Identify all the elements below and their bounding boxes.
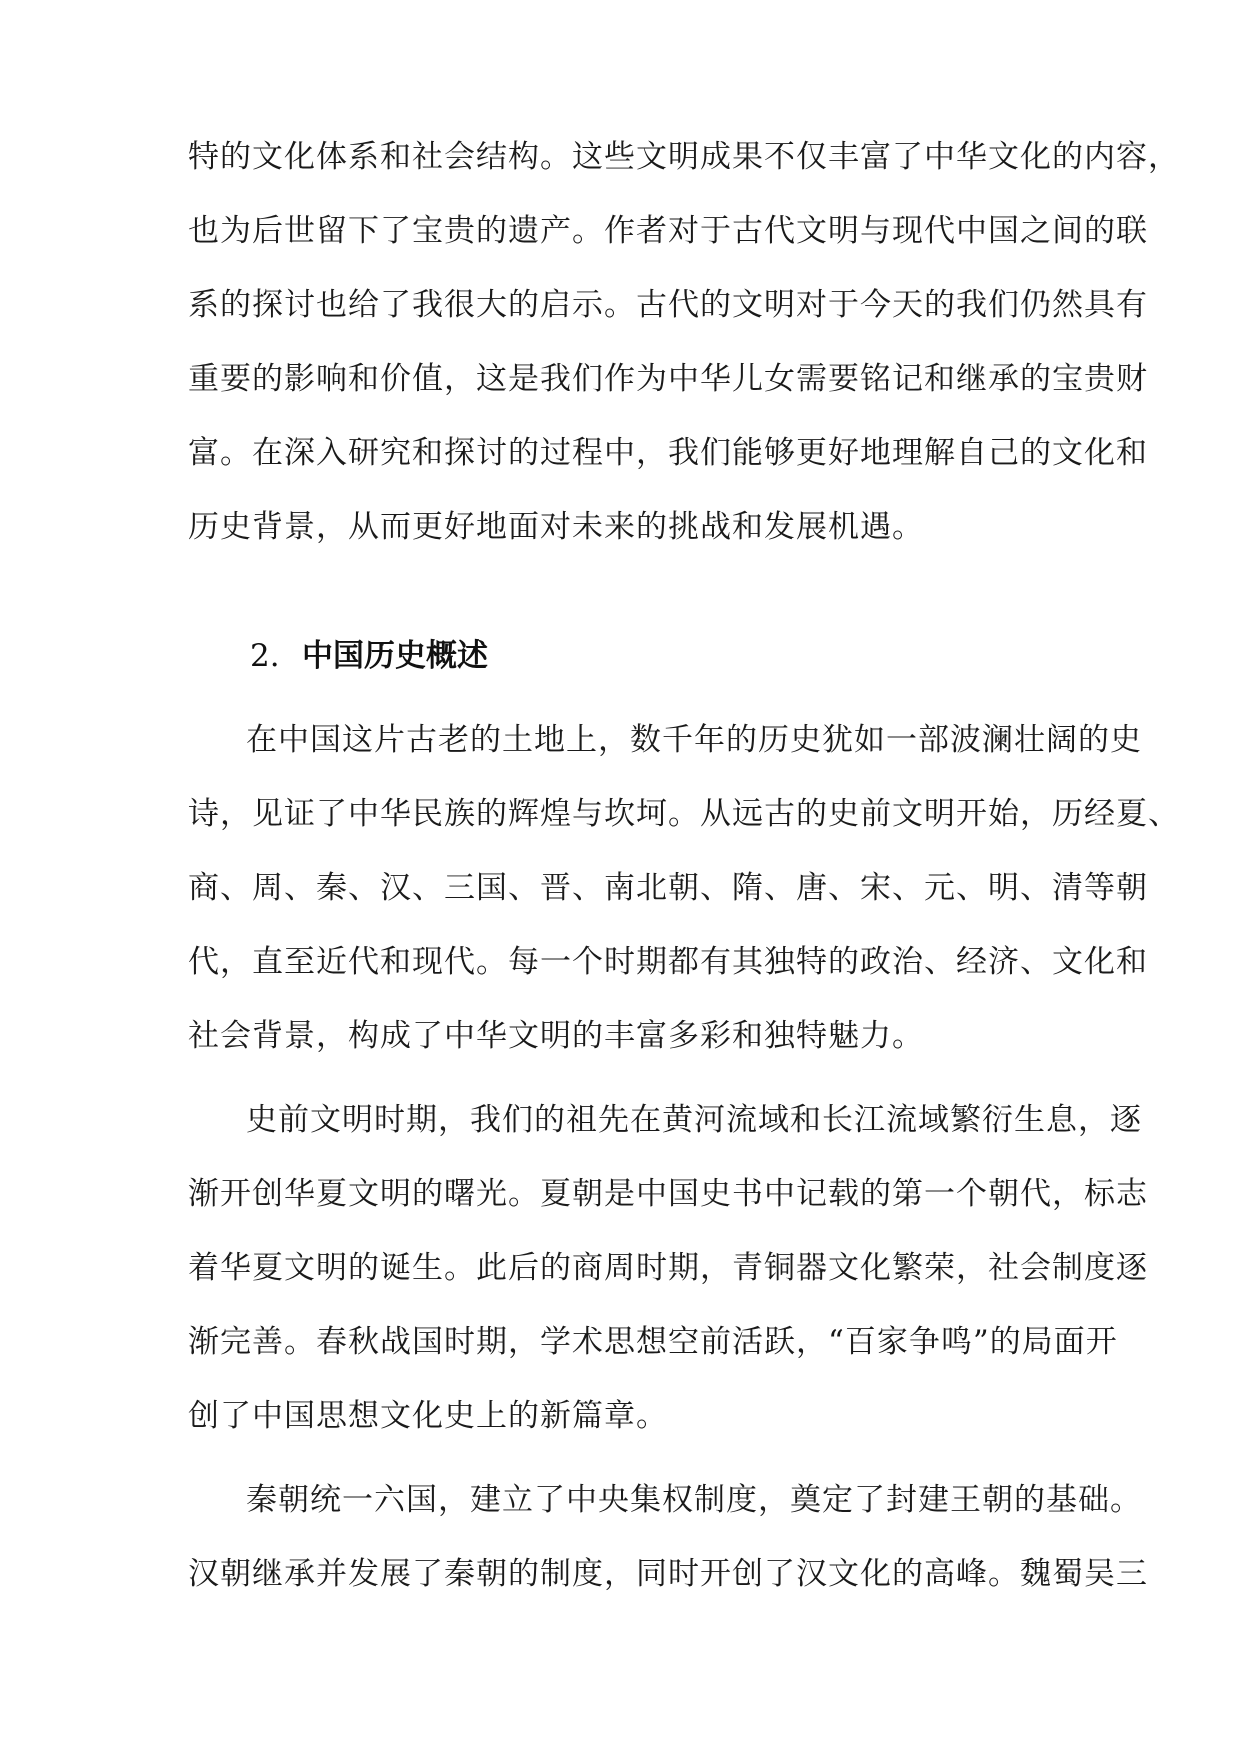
section-heading bbox=[250, 636, 488, 676]
text-line: 秦朝统一六国，建立了中央集权制度，奠定了封建王朝的基础。 bbox=[246, 1482, 1142, 1518]
text-line: 代，直至近代和现代。每一个时期都有其独特的政治、经济、文化和 bbox=[188, 944, 1148, 980]
text-line: 特的文化体系和社会结构。这些文明成果不仅丰富了中华文化的内容， bbox=[188, 139, 1180, 175]
text-line: 诗，见证了中华民族的辉煌与坎坷。从远古的史前文明开始，历经夏、 bbox=[188, 796, 1180, 832]
text-line: 富。在深入研究和探讨的过程中，我们能够更好地理解自己的文化和 bbox=[188, 435, 1148, 471]
text-line: 历史背景，从而更好地面对未来的挑战和发展机遇。 bbox=[188, 509, 924, 545]
text-line: 史前文明时期，我们的祖先在黄河流域和长江流域繁衍生息，逐 bbox=[246, 1102, 1142, 1138]
text-line: 渐开创华夏文明的曙光。夏朝是中国史书中记载的第一个朝代，标志 bbox=[188, 1176, 1148, 1212]
section-title: 中国历史概述 bbox=[302, 638, 488, 674]
text-line: 商、周、秦、汉、三国、晋、南北朝、隋、唐、宋、元、明、清等朝 bbox=[188, 870, 1148, 906]
text-line: 着华夏文明的诞生。此后的商周时期，青铜器文化繁荣，社会制度逐 bbox=[188, 1250, 1148, 1286]
text-line: 汉朝继承并发展了秦朝的制度，同时开创了汉文化的高峰。魏蜀吴三 bbox=[188, 1556, 1148, 1592]
text-line: 重要的影响和价值，这是我们作为中华儿女需要铭记和继承的宝贵财 bbox=[188, 361, 1148, 397]
text-line: 也为后世留下了宝贵的遗产。作者对于古代文明与现代中国之间的联 bbox=[188, 213, 1148, 249]
text-line: 在中国这片古老的土地上，数千年的历史犹如一部波澜壮阔的史 bbox=[246, 722, 1142, 758]
section-number: 2. bbox=[250, 638, 280, 674]
text-line: 系的探讨也给了我很大的启示。古代的文明对于今天的我们仍然具有 bbox=[188, 287, 1148, 323]
text-line: 社会背景，构成了中华文明的丰富多彩和独特魅力。 bbox=[188, 1018, 924, 1054]
text-line: 创了中国思想文化史上的新篇章。 bbox=[188, 1398, 668, 1434]
text-line: 渐完善。春秋战国时期，学术思想空前活跃，“百家争鸣”的局面开 bbox=[188, 1324, 1118, 1360]
